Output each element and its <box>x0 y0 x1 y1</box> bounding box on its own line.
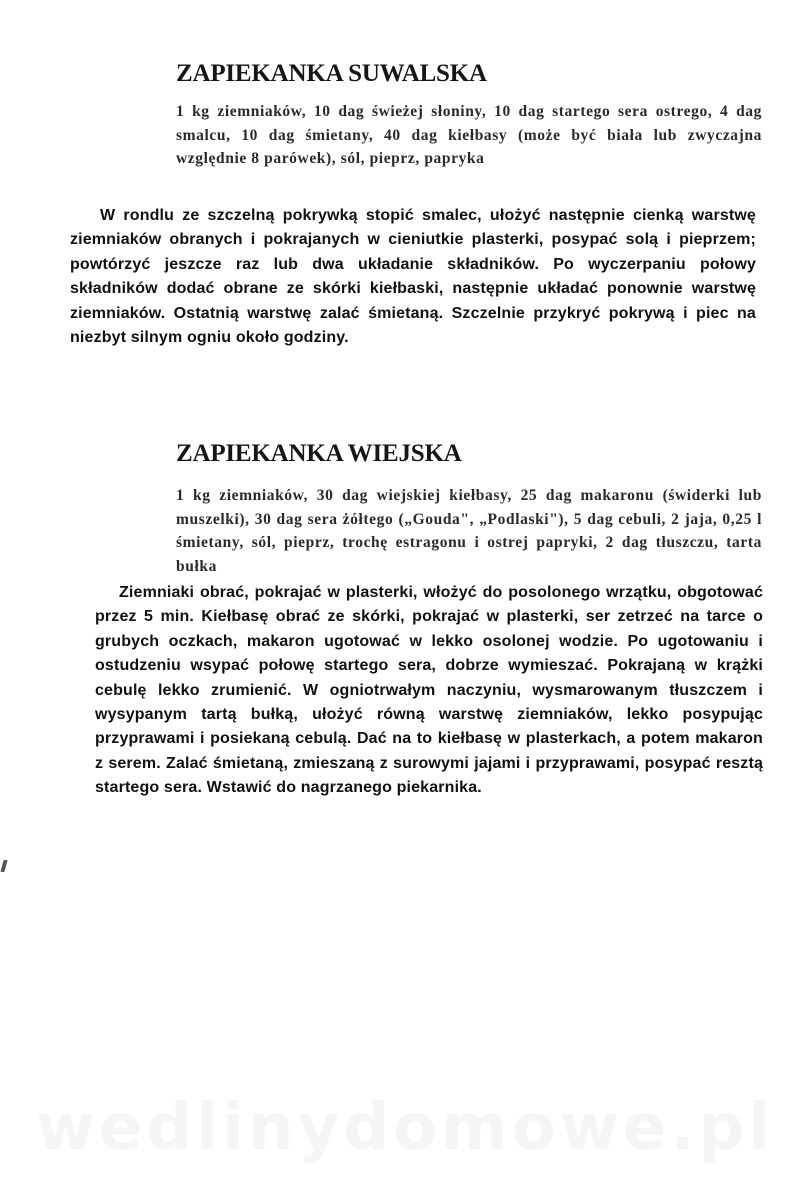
ingredients-list: 1 kg ziemniaków, 10 dag świeżej słoniny, 10 dag startego sera ostrego, 4 dag smalcu, 10 dag śmietany, 40 dag kiełbasy (może być biała lub zwyczajna względnie 8 parówek), sól, pieprz, papryka <box>176 103 762 167</box>
preparation-text: W rondlu ze szczelną pokrywką stopić smalec, ułożyć następnie cienką warstwę ziemniaków obranych i pokrajanych w cieniutkie plasterki, posypać solą i pieprzem; powtórzyć jeszcze raz lub dwa układanie składników. Po wyczerpaniu połowy składników dodać obrane ze skórki kiełbaski, następnie układać ponownie warstwę ziemniaków. Ostatnią warstwę zalać śmietaną. Szczelnie przykryć pokrywą i piec na niezbyt silnym ogniu około godziny. <box>70 207 756 347</box>
ingredients-list: 1 kg ziemniaków, 30 dag wiejskiej kiełbasy, 25 dag makaronu (świderki lub muszelki), 30 dag sera żółtego („Gouda", „Podlaski"), 5 dag cebuli, 2 jaja, 0,25 l śmietany, sól, pieprz, trochę estragonu i ostrej papryki, 2 dag tłuszczu, tarta bułka <box>176 487 762 575</box>
preparation-text: Ziemniaki obrać, pokrajać w plasterki, włożyć do posolonego wrzątku, obgotować przez 5 min. Kiełbasę obrać ze skórki, pokrajać w plasterki, ser zetrzeć na tarce o grubych oczkach, makaron ugotować w lekko osolonej wodzie. Po ugotowaniu i ostudzeniu wsypać połowę startego sera, dobrze wymieszać. Pokrajaną w krążki cebulę lekko zrumienić. W ogniotrwałym naczyniu, wysmarowanym tłuszczem i wysypanym tartą bułką, ułożyć równą warstwę ziemniaków, lekko posypując przyprawami i posiekaną cebulą. Dać na to kiełbasę w plasterkach, a potem makaron z serem. Zalać śmietaną, zmieszaną z surowymi jajami i przyprawami, posypać resztą startego sera. Wstawić do nagrzanego piekarnika. <box>95 584 763 797</box>
scan-margin-mark <box>0 860 7 872</box>
watermark: wedlinydomowe.pl <box>35 1091 775 1165</box>
recipe-title: ZAPIEKANKA SUWALSKA <box>176 60 487 87</box>
recipe-title: ZAPIEKANKA WIEJSKA <box>176 440 462 467</box>
